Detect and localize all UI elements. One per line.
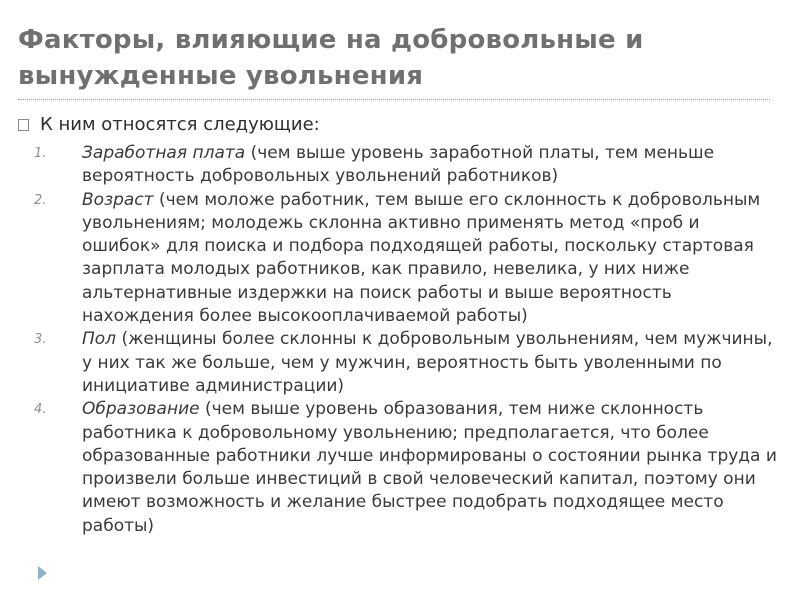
item-body [82, 398, 779, 538]
item-number: 4. [34, 402, 47, 418]
item-number: 2. [34, 192, 47, 208]
list-item [34, 189, 779, 329]
item-term: Пол [82, 329, 117, 350]
item-text: (чем моложе работник, тем выше его склонность к добровольным увольнениям; молодежь склонна активно применять метод «проб и ошибок» для поиска и подбора подходящей работы, поскольку стартовая зарплата молодых работников, как правило, невелика, у них ниже альтернативные издержки на поиск работы и выше вероятность нахождения более высокооплачиваемой работы) [82, 189, 761, 327]
item-term: Возраст [82, 189, 154, 210]
slide-title: Факторы, влияющие на добровольные и вынужденные увольнения [18, 25, 644, 91]
item-text: (чем выше уровень заработной платы, тем меньше вероятность добровольных увольнений работников) [82, 143, 715, 187]
intro-text: К ним относятся следующие: [40, 113, 320, 135]
item-body [82, 189, 779, 329]
item-body [82, 328, 779, 398]
list-item [34, 328, 779, 398]
play-arrow-icon[interactable] [38, 566, 47, 580]
title-divider [18, 99, 770, 100]
item-number: 3. [34, 332, 47, 348]
list-item [34, 142, 779, 189]
item-term: Образование [82, 399, 200, 420]
square-bullet-icon [18, 119, 29, 131]
intro-bullet [18, 112, 320, 136]
item-term: Заработная плата [82, 143, 246, 163]
item-text: (чем выше уровень образования, тем ниже склонность работника к добровольному увольнению; предполагается, что более образованные работники лучше информированы о состоянии рынка труда и произвели больше инвестиций в свой человеческий капитал, поэтому они имеют возможность и желание быстрее подобрать подходящее место работы) [82, 399, 777, 536]
item-body [82, 142, 779, 189]
item-text: (женщины более склонны к добровольным увольнениям, чем мужчины, у них так же больше, чем у мужчин, вероятность быть уволенными по инициативе администрации) [82, 329, 773, 396]
list-item [34, 398, 779, 538]
item-number: 1. [34, 146, 47, 161]
factor-list [34, 142, 779, 538]
